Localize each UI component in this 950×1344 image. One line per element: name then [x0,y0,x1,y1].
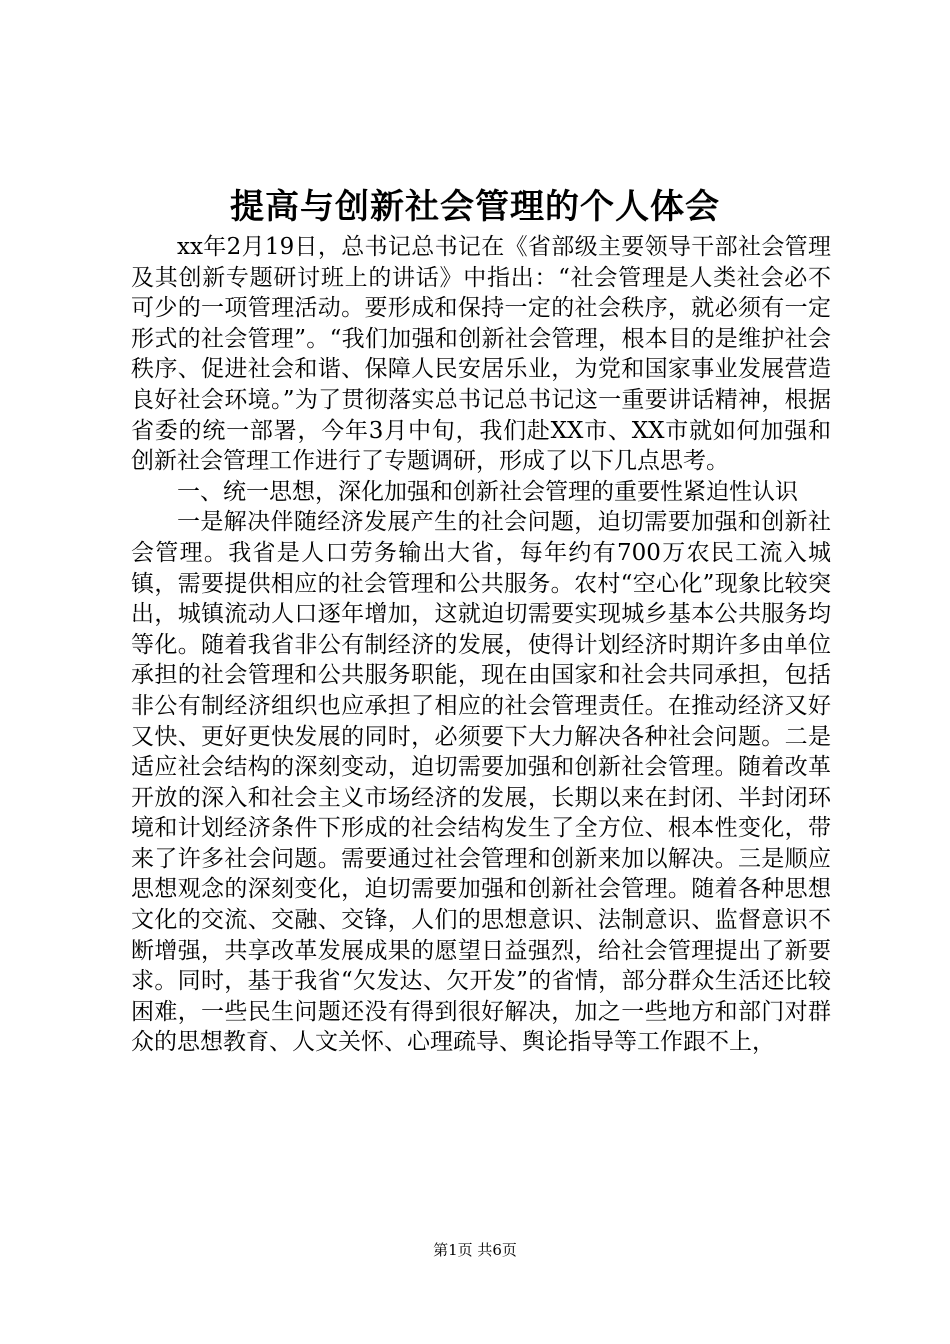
paragraph-body: 一是解决伴随经济发展产生的社会问题，迫切需要加强和创新社会管理。我省是人口劳务输出大省，每年约有700万农民工流入城镇，需要提供相应的社会管理和公共服务。农村“空心化”现象比较突出，城镇流动人口逐年增加，这就迫切需要实现城乡基本公共服务均等化。随着我省非公有制经济的发展，使得计划经济时期许多由单位承担的社会管理和公共服务职能，现在由国家和社会共同承担，包括非公有制经济组织也应承担了相应的社会管理责任。在推动经济又好又快、更好更快发展的同时，必须要下大力解决各种社会问题。二是适应社会结构的深刻变动，迫切需要加强和创新社会管理。随着改革开放的深入和社会主义市场经济的发展，长期以来在封闭、半封闭环境和计划经济条件下形成的社会结构发生了全方位、根本性变化，带来了许多社会问题。需要通过社会管理和创新来加以解决。三是顺应思想观念的深刻变化，迫切需要加强和创新社会管理。随着各种思想文化的交流、交融、交锋，人们的思想意识、法制意识、监督意识不断增强，共享改革发展成果的愿望日益强烈，给社会管理提出了新要求。同时，基于我省“欠发达、欠开发”的省情，部分群众生活还比较困难，一些民生问题还没有得到很好解决，加之一些地方和部门对群众的思想教育、人文关怀、心理疏导、舆论指导等工作跟不上， [131,509,831,1056]
document-title: 提高与创新社会管理的个人体会 [230,187,720,227]
document-body [131,232,831,1058]
section-heading: 一、统一思想，深化加强和创新社会管理的重要性紧迫性认识 [177,478,798,505]
paragraph-intro: xx年2月19日，总书记总书记在《省部级主要领导干部社会管理及其创新专题研讨班上的讲话》中指出：“社会管理是人类社会必不可少的一项管理活动。要形成和保持一定的社会秩序，就必须有一定形式的社会管理”。“我们加强和创新社会管理，根本目的是维护社会秩序、促进社会和谐、保障人民安居乐业，为党和国家事业发展营造良好社会环境。”为了贯彻落实总书记总书记这一重要讲话精神，根据省委的统一部署，今年3月中旬，我们赴XX市、XX市就如何加强和创新社会管理工作进行了专题调研，形成了以下几点思考。 [131,234,831,475]
page-footer: 第1页 共6页 [433,1241,517,1259]
